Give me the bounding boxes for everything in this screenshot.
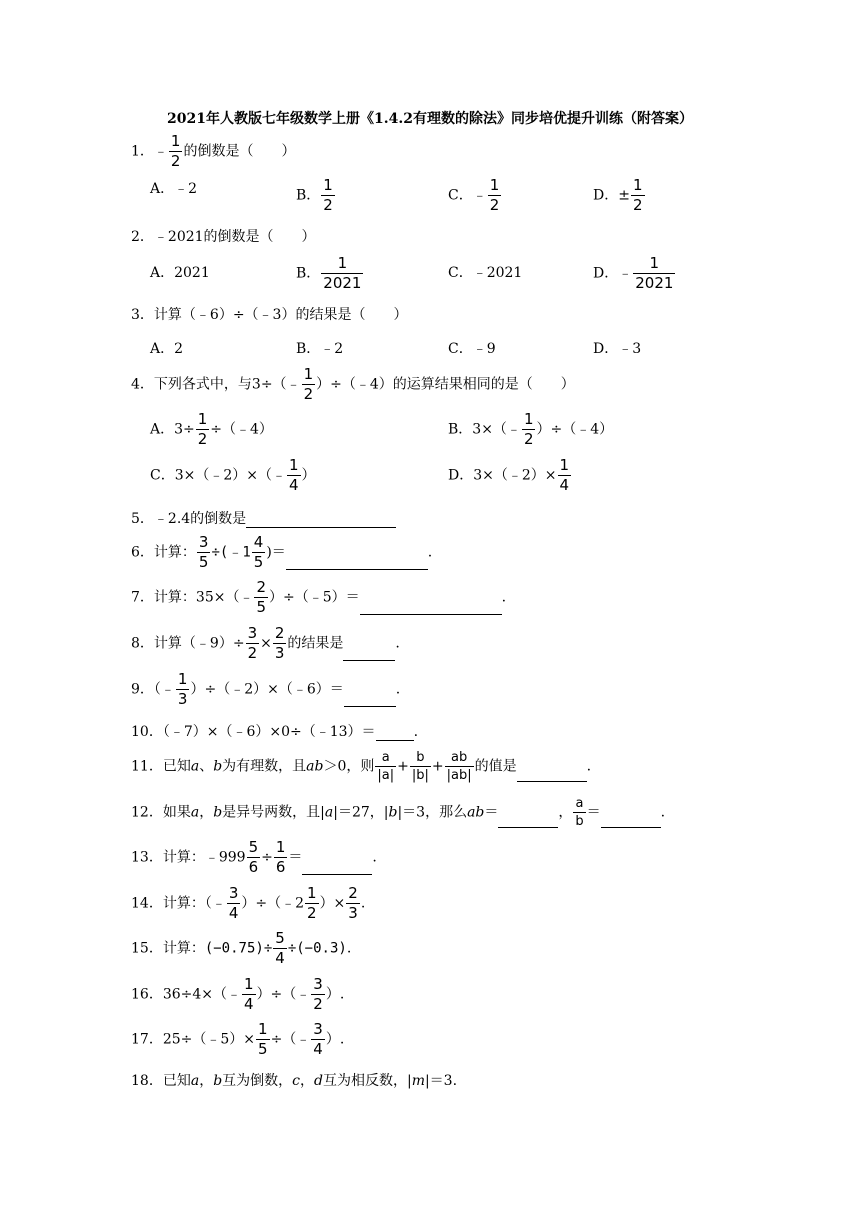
question-number: 13． <box>131 849 163 866</box>
q3-option-c[interactable] <box>448 338 496 358</box>
answer-blank[interactable] <box>302 860 372 875</box>
answer-blank[interactable] <box>246 513 396 528</box>
numerator: 2 <box>256 578 267 596</box>
answer-blank[interactable] <box>498 813 558 828</box>
numerator: 2 <box>348 884 358 902</box>
denominator: 5 <box>258 1040 268 1058</box>
variable: m <box>411 1073 425 1089</box>
numerator: 1 <box>307 884 317 902</box>
q4-option-c[interactable] <box>150 458 316 493</box>
answer-blank[interactable] <box>344 692 396 707</box>
expression: ÷(﹣1 <box>211 544 251 561</box>
period: . <box>586 758 592 775</box>
numerator: 1 <box>244 975 254 993</box>
operator: ＝ <box>484 804 499 821</box>
period: . <box>395 681 401 698</box>
question-text: 的值是 <box>474 758 517 775</box>
variable: b <box>213 758 223 775</box>
expression: ）÷（﹣5）＝ <box>269 589 360 606</box>
question-number: 14． <box>131 895 163 912</box>
expression: 25÷（﹣5）× <box>162 1031 256 1048</box>
numerator: 3 <box>313 975 323 993</box>
question-text: 计算： <box>162 940 205 957</box>
question-text: |＝3. <box>424 1073 458 1089</box>
denominator: 2 <box>303 385 314 403</box>
fraction <box>247 840 261 875</box>
separator: ， <box>300 1073 314 1089</box>
operator: ＝ <box>586 804 601 821</box>
denominator: 2 <box>247 644 258 662</box>
q2-option-b[interactable] <box>296 256 364 291</box>
option-label: C．﹣2021 <box>448 265 523 281</box>
operator: + <box>397 758 409 775</box>
question-number: 6． <box>131 544 154 561</box>
q1-option-b[interactable] <box>296 178 336 213</box>
q3-option-d[interactable] <box>593 338 641 358</box>
numerator: 5 <box>248 838 259 856</box>
question-text: 为有理数，且 <box>222 758 307 775</box>
variable: b <box>388 804 398 821</box>
numerator: 1 <box>559 456 570 474</box>
question-18 <box>131 1070 457 1090</box>
question-2 <box>131 226 316 246</box>
question-4 <box>131 367 575 402</box>
question-number: 1． <box>131 143 154 160</box>
question-5 <box>131 508 396 528</box>
numerator: 1 <box>289 456 299 474</box>
denominator: 2 <box>313 995 323 1013</box>
option-label: C．﹣9 <box>448 341 496 357</box>
question-text: |＝3，那么 <box>397 804 468 821</box>
fraction <box>311 1022 325 1057</box>
numerator: 1 <box>337 254 348 272</box>
question-number: 16． <box>131 986 163 1003</box>
separator: ， <box>558 804 573 821</box>
denominator: 2021 <box>635 274 674 292</box>
question-text: ＞0，则 <box>323 758 375 775</box>
question-1 <box>131 134 295 169</box>
fraction <box>169 134 183 169</box>
denominator: 2 <box>523 430 534 448</box>
expression: ）÷（﹣ <box>256 986 311 1003</box>
period: . <box>395 635 400 652</box>
denominator: 6 <box>275 858 286 876</box>
operator: ＝ <box>288 849 303 866</box>
question-number: 18． <box>131 1073 163 1089</box>
separator: 、 <box>199 758 214 775</box>
q2-option-d[interactable] <box>593 256 676 291</box>
option-label: B．﹣2 <box>296 341 344 357</box>
fraction <box>196 412 210 447</box>
denominator: 5 <box>256 598 267 616</box>
numerator: 1 <box>275 838 286 856</box>
question-number: 17． <box>131 1031 163 1048</box>
fraction <box>302 367 316 402</box>
option-label: B． <box>296 187 321 204</box>
fraction <box>287 458 301 493</box>
option-text: ）÷（﹣4） <box>536 421 614 438</box>
numerator: b <box>416 750 425 765</box>
variable: a <box>190 1073 200 1089</box>
expression: 36÷4×（﹣ <box>162 986 242 1003</box>
numerator: 1 <box>197 410 208 428</box>
q4-option-a[interactable] <box>150 412 273 447</box>
expression: )＝ <box>266 544 286 561</box>
operator: + <box>431 758 444 775</box>
q4-option-b[interactable] <box>448 412 613 447</box>
expression: ）. <box>325 1031 345 1048</box>
numerator: 1 <box>303 365 314 383</box>
expression: (−0.75)÷ <box>204 940 273 957</box>
denominator: 3 <box>177 690 188 708</box>
denominator: 5 <box>253 553 264 571</box>
question-8 <box>131 626 400 661</box>
fraction <box>488 178 502 213</box>
expression: ）÷（﹣2）×（﹣6）＝ <box>190 681 344 698</box>
question-number: 5． <box>131 511 154 527</box>
denominator: |ab| <box>446 768 472 783</box>
question-text: 的倒数是（ ） <box>183 143 296 160</box>
period: . <box>360 895 366 912</box>
denominator: 2021 <box>323 274 362 292</box>
period: . <box>413 724 419 740</box>
question-number: 15． <box>131 940 163 957</box>
variable: a <box>324 804 334 821</box>
question-number: 12． <box>131 804 163 821</box>
variable: a <box>190 758 200 775</box>
expression: ）× <box>319 895 346 912</box>
q3-option-a[interactable] <box>150 338 183 358</box>
question-number: 4． <box>131 376 154 393</box>
expression: ÷(−0.3) <box>287 940 347 957</box>
question-number: 10． <box>131 724 163 740</box>
option-label: D．﹣3 <box>593 341 642 357</box>
option-label: D．3×（﹣2）× <box>448 467 557 484</box>
answer-blank[interactable] <box>343 646 395 661</box>
denominator: 4 <box>289 476 299 494</box>
question-text: 已知 <box>162 758 191 775</box>
question-text: ﹣2.4的倒数是 <box>153 511 247 527</box>
question-text: 计算： <box>153 544 196 561</box>
question-text: 互为倒数， <box>222 1073 293 1089</box>
denominator: 5 <box>198 553 209 571</box>
numerator: 1 <box>323 176 333 194</box>
operator: ÷ <box>261 849 273 866</box>
question-6 <box>131 535 432 570</box>
fraction <box>311 977 325 1012</box>
denominator: 2 <box>632 196 643 214</box>
question-text: |＝27，| <box>333 804 389 821</box>
expression: （﹣7）×（﹣6）×0÷（﹣13）＝ <box>162 724 376 740</box>
numerator: 1 <box>489 176 500 194</box>
question-16 <box>131 977 344 1012</box>
numerator: ab <box>450 750 468 765</box>
question-text: 的结果是 <box>287 635 344 652</box>
question-text: 是异号两数，且| <box>222 804 325 821</box>
question-3 <box>131 304 407 324</box>
fraction <box>246 626 260 661</box>
variable: b <box>213 804 223 821</box>
separator: ， <box>199 1073 214 1089</box>
numerator: 1 <box>632 176 643 194</box>
numerator: a <box>381 750 390 765</box>
period: . <box>372 849 377 866</box>
variable: a <box>190 804 200 821</box>
denominator: 4 <box>313 1040 323 1058</box>
numerator: 3 <box>198 533 209 551</box>
numerator: 3 <box>228 884 239 902</box>
variable: c <box>292 1073 300 1089</box>
numerator: a <box>575 796 584 811</box>
question-text: 计算（﹣9）÷ <box>153 635 245 652</box>
answer-blank[interactable] <box>601 813 661 828</box>
fraction <box>176 672 190 707</box>
denominator: b <box>575 814 584 829</box>
question-text: ）÷（﹣4）的运算结果相同的是（ ） <box>316 376 575 393</box>
option-label: A．2 <box>150 341 184 357</box>
option-label: A．﹣2 <box>150 181 198 197</box>
variable: ab <box>306 758 324 775</box>
denominator: 2 <box>170 152 181 170</box>
fraction <box>274 840 288 875</box>
fraction <box>252 535 266 570</box>
question-text: 计算：35×（﹣ <box>153 589 254 606</box>
denominator: 4 <box>559 476 570 494</box>
q4-option-d[interactable] <box>448 458 572 493</box>
fraction <box>573 797 585 828</box>
fraction <box>197 535 211 570</box>
option-label: D．± <box>593 187 630 204</box>
option-label: D．﹣ <box>593 265 633 282</box>
expression: （﹣ <box>153 681 175 698</box>
fraction <box>522 412 536 447</box>
fraction <box>633 256 675 291</box>
option-text: ÷（﹣4） <box>210 421 273 438</box>
numerator: 3 <box>247 624 258 642</box>
fraction <box>227 886 241 921</box>
minus-sign: ﹣ <box>153 143 168 160</box>
question-10 <box>131 721 418 741</box>
q2-option-c[interactable] <box>448 262 522 282</box>
expression: ）. <box>325 986 345 1003</box>
numerator: 5 <box>275 929 285 947</box>
question-number: 3． <box>131 307 154 323</box>
question-12 <box>131 797 665 828</box>
fraction <box>321 256 363 291</box>
question-7 <box>131 580 506 615</box>
question-text: 计算（﹣6）÷（﹣3）的结果是（ ） <box>153 307 408 323</box>
expression: ÷（﹣ <box>270 1031 311 1048</box>
question-text: 已知 <box>162 1073 191 1089</box>
numerator: 1 <box>177 670 188 688</box>
question-9 <box>131 672 400 707</box>
fraction <box>242 977 256 1012</box>
variable: ab <box>467 804 485 821</box>
fraction <box>558 458 572 493</box>
period: . <box>427 544 433 561</box>
fraction <box>631 178 645 213</box>
question-11 <box>131 751 591 782</box>
answer-blank[interactable] <box>376 726 414 741</box>
q2-option-a[interactable] <box>150 262 210 282</box>
separator: ， <box>199 804 214 821</box>
q1-option-d[interactable] <box>593 178 646 213</box>
answer-blank[interactable] <box>286 555 428 570</box>
question-15 <box>131 931 351 966</box>
numerator: 1 <box>258 1020 268 1038</box>
question-number: 7． <box>131 589 154 606</box>
option-label: B．3×（﹣ <box>448 421 521 438</box>
denominator: 2 <box>307 904 317 922</box>
denominator: 4 <box>244 995 254 1013</box>
denominator: 2 <box>197 430 208 448</box>
denominator: |b| <box>411 768 429 783</box>
question-14 <box>131 886 365 921</box>
question-text: 下列各式中，与3÷（﹣ <box>153 376 301 393</box>
question-number: 8． <box>131 635 154 652</box>
question-text: 互为相反数，| <box>322 1073 412 1089</box>
option-label: A．2021 <box>150 265 210 281</box>
denominator: |a| <box>377 768 395 783</box>
fraction <box>305 886 319 921</box>
question-number: 11． <box>131 758 163 775</box>
fraction <box>273 931 287 966</box>
q1-option-c[interactable] <box>448 178 502 213</box>
option-label: B． <box>296 265 321 282</box>
fraction <box>410 751 431 782</box>
fraction <box>375 751 396 782</box>
page-title: 2021年人教版七年级数学上册《1.4.2有理数的除法》同步培优提升训练（附答案） <box>167 111 693 127</box>
answer-blank[interactable] <box>360 600 502 615</box>
question-number: 2． <box>131 229 154 245</box>
fraction <box>254 580 268 615</box>
denominator: 2 <box>489 196 500 214</box>
denominator: 4 <box>275 949 285 967</box>
denominator: 6 <box>248 858 259 876</box>
numerator: 3 <box>313 1020 323 1038</box>
denominator: 2 <box>323 196 333 214</box>
variable: d <box>314 1073 323 1089</box>
denominator: 3 <box>348 904 358 922</box>
question-text: 如果 <box>162 804 191 821</box>
option-label: C．﹣ <box>448 187 487 204</box>
period: . <box>501 589 507 606</box>
q3-option-b[interactable] <box>296 338 343 358</box>
question-text: ﹣2021的倒数是（ ） <box>153 229 316 245</box>
fraction <box>321 178 335 213</box>
period: . <box>660 804 666 821</box>
expression: ）÷（﹣2 <box>241 895 305 912</box>
numerator: 1 <box>170 132 181 150</box>
denominator: 3 <box>274 644 285 662</box>
operator: × <box>260 635 272 652</box>
fraction <box>445 751 474 782</box>
variable: b <box>213 1073 223 1089</box>
numerator: 2 <box>274 624 285 642</box>
option-text: ） <box>301 467 316 484</box>
question-text: 计算：（﹣ <box>162 895 226 912</box>
option-label: C．3×（﹣2）×（﹣ <box>150 467 286 484</box>
option-label: A．3÷ <box>150 421 195 438</box>
answer-blank[interactable] <box>517 767 587 782</box>
question-text: 计算：﹣999 <box>162 849 246 866</box>
question-number: 9． <box>131 681 154 698</box>
q1-option-a[interactable] <box>150 178 197 198</box>
numerator: 1 <box>649 254 660 272</box>
denominator: 4 <box>228 904 239 922</box>
period: . <box>346 940 352 957</box>
question-17 <box>131 1022 344 1057</box>
fraction <box>273 626 287 661</box>
fraction <box>346 886 360 921</box>
numerator: 4 <box>253 533 264 551</box>
question-13 <box>131 840 377 875</box>
numerator: 1 <box>523 410 534 428</box>
fraction <box>256 1022 270 1057</box>
